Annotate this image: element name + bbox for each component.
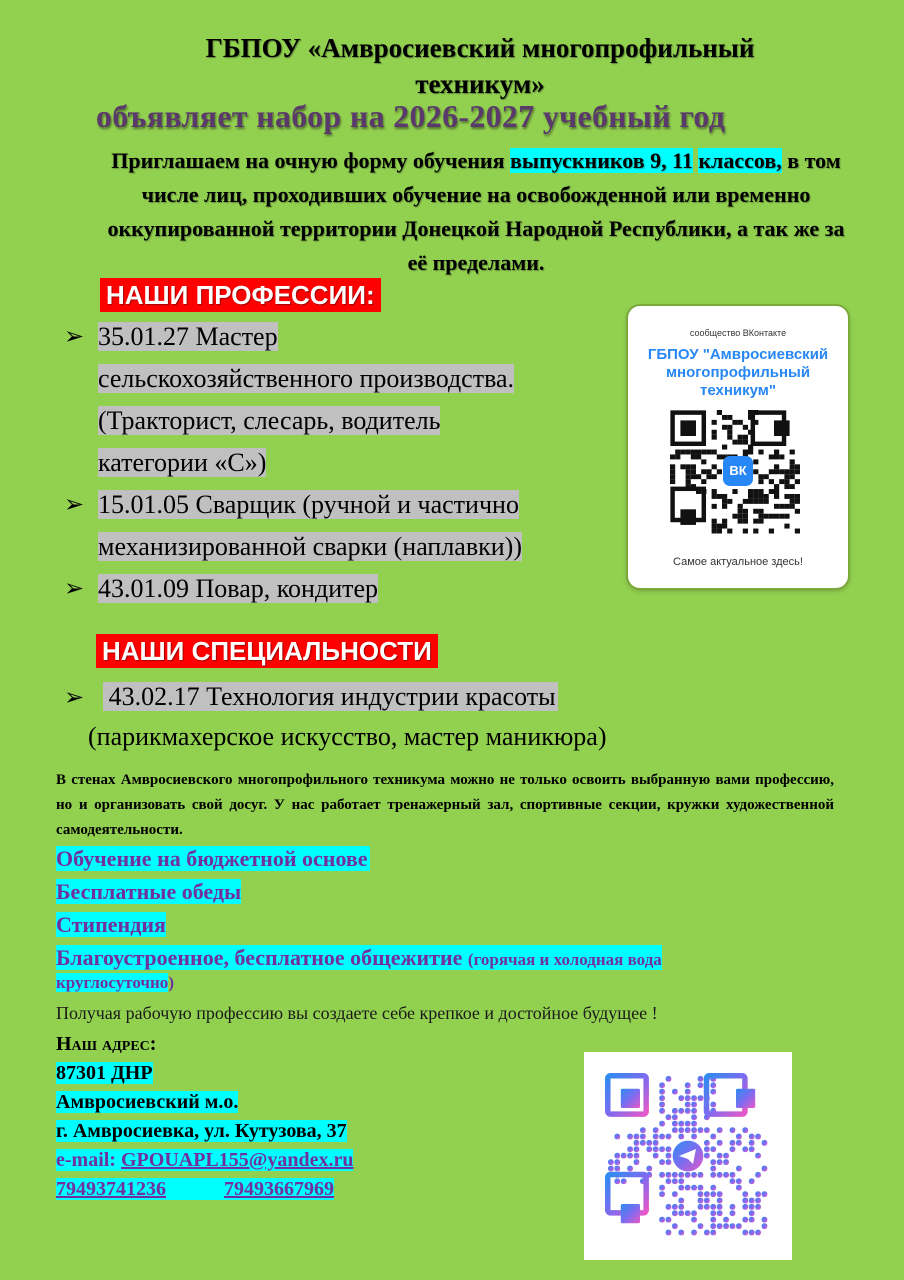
address-street: г. Амвросиевка, ул. Кутузова, 37 <box>56 1120 347 1142</box>
arrow-bullet-icon: ➢ <box>64 324 85 350</box>
profession-1-line-3: (Тракторист, слесарь, водитель <box>98 406 441 435</box>
profession-2-line-1: 15.01.05 Сварщик (ручной и частично <box>98 490 519 519</box>
announce-headline: объявляет набор на 2026-2027 учебный год <box>96 98 726 134</box>
specialties-heading: НАШИ СПЕЦИАЛЬНОСТИ <box>96 634 438 668</box>
profession-item-1 <box>64 316 624 484</box>
page-title <box>100 30 860 102</box>
professions-heading: НАШИ ПРОФЕССИИ: <box>100 278 381 312</box>
perk-dorm-note-a: (горячая и холодная вода <box>467 950 662 969</box>
address-block <box>56 1030 353 1204</box>
invite-highlight-2: классов, <box>698 148 782 173</box>
email-link[interactable]: GPOUAPL155@yandex.ru <box>120 1149 354 1171</box>
specialty-sub: (парикмахерское искусство, мастер маникюра) <box>88 722 607 751</box>
professions-heading-wrap <box>100 278 381 312</box>
perk-dorm-note-b: круглосуточно <box>56 973 169 992</box>
perk-dorm: Благоустроенное, бесплатное общежитие <box>56 945 463 970</box>
profession-1-line-1: 35.01.27 Мастер <box>98 322 278 351</box>
arrow-bullet-icon: ➢ <box>64 685 85 711</box>
phone-2[interactable]: 79493667969 <box>224 1178 334 1200</box>
profession-1-line-2: сельскохозяйственного производства. <box>98 364 515 393</box>
professions-list <box>64 316 624 610</box>
leisure-paragraph: В стенах Амвросиевского многопрофильного техникума можно не только освоить выбранную вами профессию, но и организовать свой досуг. У нас работает тренажерный зал, спортивные секции, кружки художественной самодеятельности. <box>56 772 834 838</box>
specialty-label: 43.02.17 Технология индустрии красоты <box>103 682 558 711</box>
vk-qr-card[interactable] <box>628 306 848 588</box>
address-zip: 87301 ДНР <box>56 1062 153 1084</box>
profession-3-line-1: 43.01.09 Повар, кондитер <box>98 574 379 603</box>
vk-card-footer: Самое актуальное здесь! <box>673 556 803 568</box>
perks-list <box>56 842 816 994</box>
arrow-bullet-icon: ➢ <box>64 492 85 518</box>
vk-logo-icon: ВК <box>723 456 753 486</box>
perk-dorm-note-c: ) <box>168 973 174 992</box>
perk-meals: Бесплатные обеды <box>56 879 242 904</box>
address-heading: Наш адрес: <box>56 1033 157 1055</box>
vk-card-title: ГБПОУ "Амвросиевский многопрофильный техникум" <box>647 346 829 399</box>
profession-item-3 <box>64 568 624 610</box>
arrow-bullet-icon: ➢ <box>64 576 85 602</box>
perk-stipend: Стипендия <box>56 912 166 937</box>
invite-paragraph <box>96 144 856 280</box>
profession-2-line-2: механизированной сварки (наплавки)) <box>98 532 522 561</box>
invite-part-2: в том числе лиц, проходивших обучение на освобожденной или временно оккупированной территории Донецкой Народной Республики, а так же за её пределами. <box>107 148 845 275</box>
telegram-qr-card[interactable] <box>584 1052 792 1260</box>
specialty-item <box>64 676 764 719</box>
address-district: Амвросиевский м.о. <box>56 1091 239 1113</box>
invite-highlight-1: выпускников 9, 11 <box>510 148 693 173</box>
title-line-1: ГБПОУ «Амвросиевский многопрофильный <box>205 33 755 63</box>
specialties-heading-wrap <box>96 634 438 668</box>
future-slogan: Получая рабочую профессию вы создаете себе крепкое и достойное будущее ! <box>56 1003 658 1023</box>
profession-1-line-4: категории «С») <box>98 448 267 477</box>
perk-budget: Обучение на бюджетной основе <box>56 846 368 871</box>
telegram-qr-code <box>584 1052 792 1260</box>
title-line-2: техникум» <box>415 69 545 99</box>
invite-part-1: Приглашаем на очную форму обучения <box>111 148 511 173</box>
email-label: e-mail: <box>56 1149 121 1171</box>
profession-item-2 <box>64 484 624 568</box>
phone-1[interactable]: 79493741236 <box>56 1178 166 1200</box>
vk-card-subtitle: сообщество ВКонтакте <box>689 328 787 338</box>
